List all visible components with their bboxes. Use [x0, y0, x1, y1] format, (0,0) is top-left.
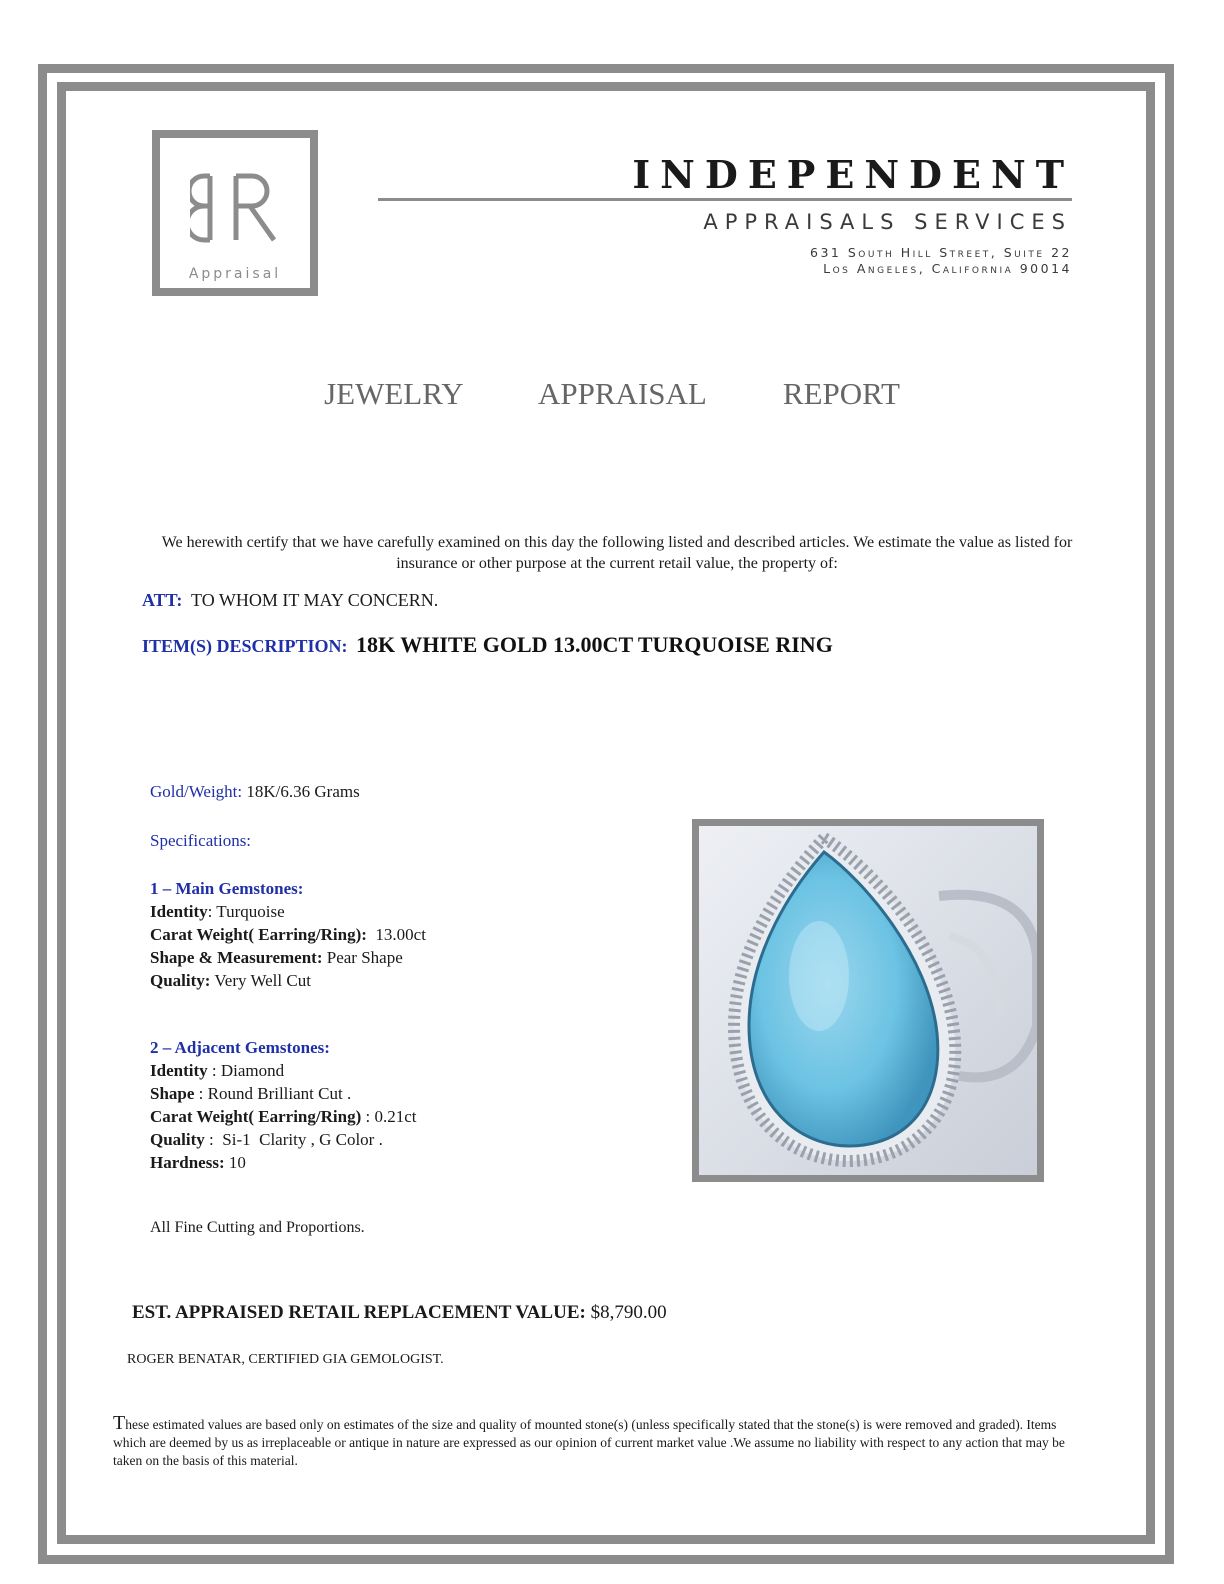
adjacent-hardness: Hardness: 10	[150, 1153, 246, 1172]
estimated-value	[132, 1302, 667, 1324]
estimated-value-amount: $8,790.00	[590, 1302, 667, 1323]
disclaimer	[113, 1414, 1073, 1470]
main-identity: Identity: Turquoise	[150, 902, 285, 921]
adjacent-quality: Quality : Si-1 Clarity , G Color .	[150, 1130, 383, 1149]
header-rule	[378, 198, 1072, 201]
item-description-label: ITEM(S) DESCRIPTION:	[142, 636, 348, 656]
adjacent-shape: Shape : Round Brilliant Cut .	[150, 1084, 352, 1103]
gold-weight-label: Gold/Weight:	[150, 782, 243, 801]
gemologist-signature: ROGER BENATAR, CERTIFIED GIA GEMOLOGIST.	[127, 1352, 444, 1367]
main-gemstones-block	[150, 877, 426, 992]
gold-weight-value: 18K/6.36 Grams	[246, 782, 360, 801]
adjacent-carat: Carat Weight( Earring/Ring) : 0.21ct	[150, 1107, 417, 1126]
adjacent-gemstones-heading: 2 – Adjacent Gemstones:	[150, 1038, 330, 1057]
logo-word: Appraisal	[188, 266, 282, 282]
company-title: INDEPENDENT	[632, 152, 1074, 197]
adjacent-gemstones-block	[150, 1036, 416, 1174]
cutting-note: All Fine Cutting and Proportions.	[150, 1219, 365, 1236]
br-monogram-icon	[190, 168, 282, 248]
report-title: JEWELRY APPRAISAL REPORT	[324, 376, 900, 411]
address-line-2: Los Angeles, California 90014	[823, 261, 1072, 276]
certification-text: We herewith certify that we have carefully examined on this day the following listed and described articles. We estimate the value as listed for insurance or other purpose at the current retail value, the property of:	[161, 534, 1073, 572]
att-value: TO WHOM IT MAY CONCERN.	[191, 590, 439, 610]
inner-border	[57, 82, 1155, 1544]
main-quality: Quality: Very Well Cut	[150, 971, 311, 990]
item-description-value: 18K WHITE GOLD 13.00CT TURQUOISE RING	[356, 632, 833, 657]
specifications-label: Specifications:	[150, 831, 252, 850]
item-description	[142, 632, 833, 658]
logo	[152, 130, 318, 296]
address-line-1: 631 South Hill Street, Suite 22	[810, 245, 1072, 260]
turquoise-ring-image	[692, 819, 1044, 1182]
att-label: ATT:	[142, 590, 183, 610]
gold-weight	[150, 780, 360, 803]
main-gemstones-heading: 1 – Main Gemstones:	[150, 879, 304, 898]
disclaimer-text: hese estimated values are based only on estimates of the size and quality of mounted stone(s) (unless specifically stated that the stone(s) is were removed and graded). Items which are deemed by us as irreplaceable or antique in nature are expressed as our opinion of current market value .We assume no liability with respect to any action that may be taken on the basis of this material.	[113, 1417, 1065, 1468]
att-line	[142, 590, 438, 611]
main-shape: Shape & Measurement: Pear Shape	[150, 948, 403, 967]
disclaimer-initial: T	[113, 1412, 126, 1434]
adjacent-identity: Identity : Diamond	[150, 1061, 285, 1080]
estimated-value-label: EST. APPRAISED RETAIL REPLACEMENT VALUE:	[132, 1302, 586, 1323]
main-carat: Carat Weight( Earring/Ring): 13.00ct	[150, 925, 426, 944]
company-subtitle: APPRAISALS SERVICES	[703, 210, 1072, 234]
